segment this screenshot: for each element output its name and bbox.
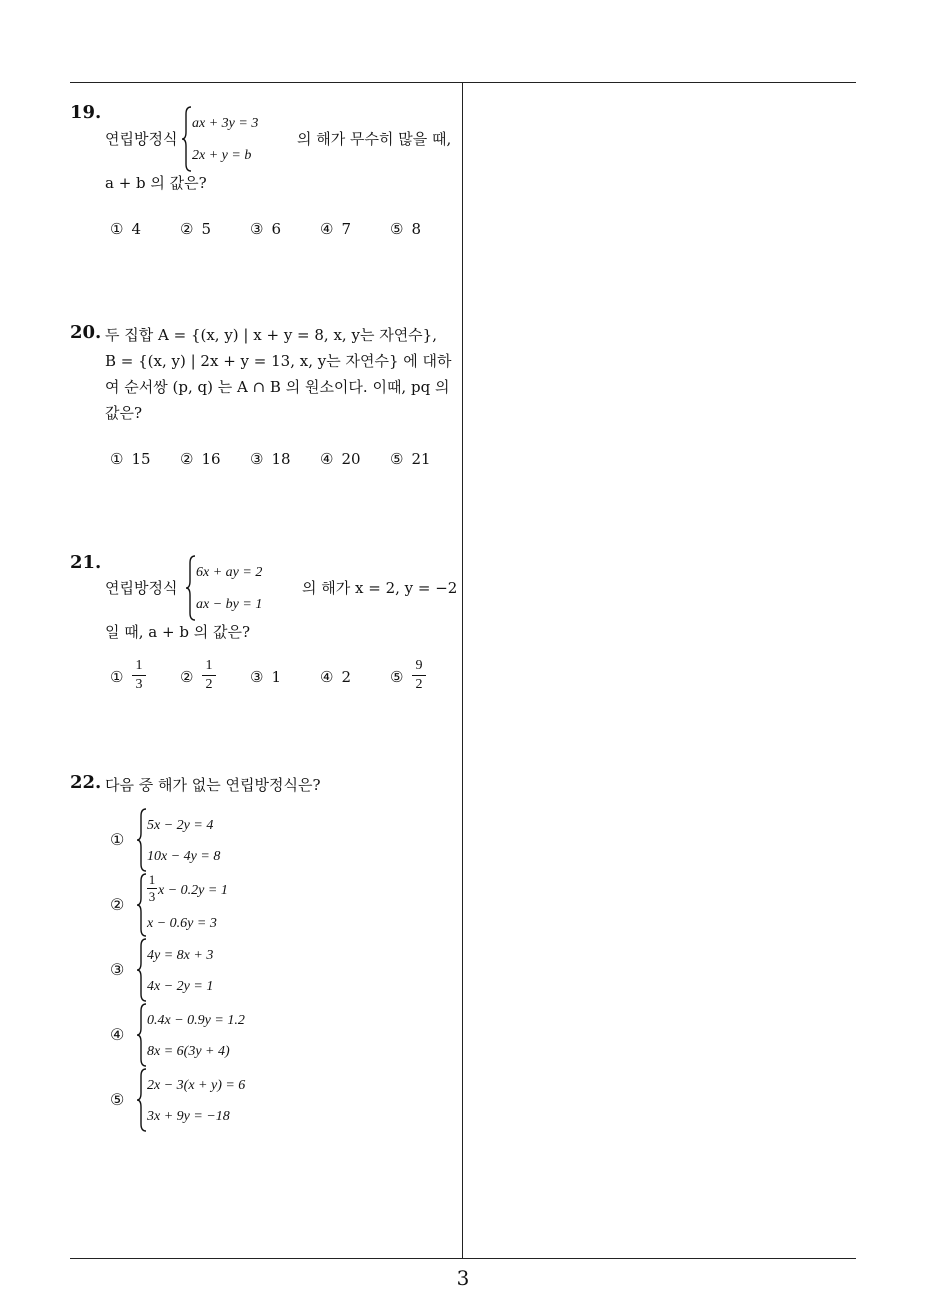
equation-1: 4y = 8x + 3 <box>147 948 214 963</box>
left-brace-icon <box>137 1003 147 1067</box>
equation-1: 6x + ay = 2 <box>196 565 263 580</box>
question-line: a + b 의 값은? <box>105 174 207 192</box>
question-tail: 의 해가 x = 2, y = −2 <box>302 579 458 597</box>
page-number: 3 <box>456 1266 470 1290</box>
left-brace-icon <box>137 938 147 1002</box>
column-divider <box>462 82 463 1258</box>
choice-4[interactable]: ④ 20 <box>320 450 361 468</box>
left-brace-icon <box>137 1068 147 1132</box>
equation-1: 2x − 3(x + y) = 6 <box>147 1078 246 1093</box>
option-mark: ② <box>110 895 125 914</box>
equation-system <box>182 106 282 172</box>
left-brace-icon <box>182 106 192 172</box>
question-number: 20. <box>70 322 102 343</box>
equation-system <box>137 1068 297 1132</box>
equation-system <box>186 555 286 621</box>
option-mark: ① <box>110 830 125 849</box>
choice-5[interactable]: ⑤ 21 <box>390 450 431 468</box>
choice-1[interactable]: ① 4 <box>110 220 141 238</box>
option-mark: ⑤ <box>110 1090 125 1109</box>
question-lead: 연립방정식 <box>105 579 178 597</box>
choice-2[interactable]: ② <box>180 668 194 686</box>
left-brace-icon <box>137 873 147 937</box>
equation-2: 10x − 4y = 8 <box>147 849 221 864</box>
option-mark: ③ <box>110 960 125 979</box>
equation-1: ax + 3y = 3 <box>192 116 259 131</box>
fraction: 9 2 <box>412 658 426 693</box>
question-number: 21. <box>70 552 102 573</box>
fraction: 1 3 <box>148 872 156 904</box>
equation-2: ax − by = 1 <box>196 597 263 612</box>
equation-2: x − 0.6y = 3 <box>147 916 217 931</box>
fraction: 1 3 <box>132 658 146 693</box>
choice-5[interactable]: ⑤ 8 <box>390 220 421 238</box>
choice-2[interactable]: ② 16 <box>180 450 221 468</box>
option-mark: ④ <box>110 1025 125 1044</box>
question-line: 일 때, a + b 의 값은? <box>105 623 250 641</box>
equation-2: 3x + 9y = −18 <box>147 1109 230 1124</box>
question-line: 값은? <box>105 404 143 422</box>
equation-2: 4x − 2y = 1 <box>147 979 214 994</box>
equation-1: 0.4x − 0.9y = 1.2 <box>147 1013 245 1028</box>
left-brace-icon <box>186 555 196 621</box>
choice-3[interactable]: ③ 1 <box>250 668 281 686</box>
choice-4[interactable]: ④ 2 <box>320 668 351 686</box>
question-tail: 의 해가 무수히 많을 때, <box>297 130 452 148</box>
left-brace-icon <box>137 808 147 872</box>
question-number: 22. <box>70 772 102 793</box>
equation-system <box>137 1003 297 1067</box>
question-line: B = {(x, y) | 2x + y = 13, x, y는 자연수} 에 대하 <box>105 352 452 370</box>
equation-system <box>137 808 277 872</box>
equation-1: x − 0.2y = 1 <box>158 883 228 898</box>
equation-1: 5x − 2y = 4 <box>147 818 214 833</box>
equation-2: 2x + y = b <box>192 148 252 163</box>
choice-3[interactable]: ③ 6 <box>250 220 281 238</box>
choice-3[interactable]: ③ 18 <box>250 450 291 468</box>
bottom-rule <box>70 1258 856 1259</box>
question-text: 다음 중 해가 없는 연립방정식은? <box>105 776 321 794</box>
top-rule <box>70 82 856 83</box>
fraction: 1 2 <box>202 658 216 693</box>
equation-2: 8x = 6(3y + 4) <box>147 1044 230 1059</box>
question-number: 19. <box>70 102 102 123</box>
question-line: 여 순서쌍 (p, q) 는 A ∩ B 의 원소이다. 이때, pq 의 <box>105 378 450 396</box>
choice-2[interactable]: ② 5 <box>180 220 211 238</box>
choice-1[interactable]: ① <box>110 668 124 686</box>
choice-5[interactable]: ⑤ <box>390 668 404 686</box>
equation-system <box>137 938 277 1002</box>
equation-system <box>137 873 277 937</box>
question-lead: 연립방정식 <box>105 130 178 148</box>
question-line: 두 집합 A = {(x, y) | x + y = 8, x, y는 자연수}, <box>105 326 437 344</box>
choice-1[interactable]: ① 15 <box>110 450 151 468</box>
choice-4[interactable]: ④ 7 <box>320 220 351 238</box>
